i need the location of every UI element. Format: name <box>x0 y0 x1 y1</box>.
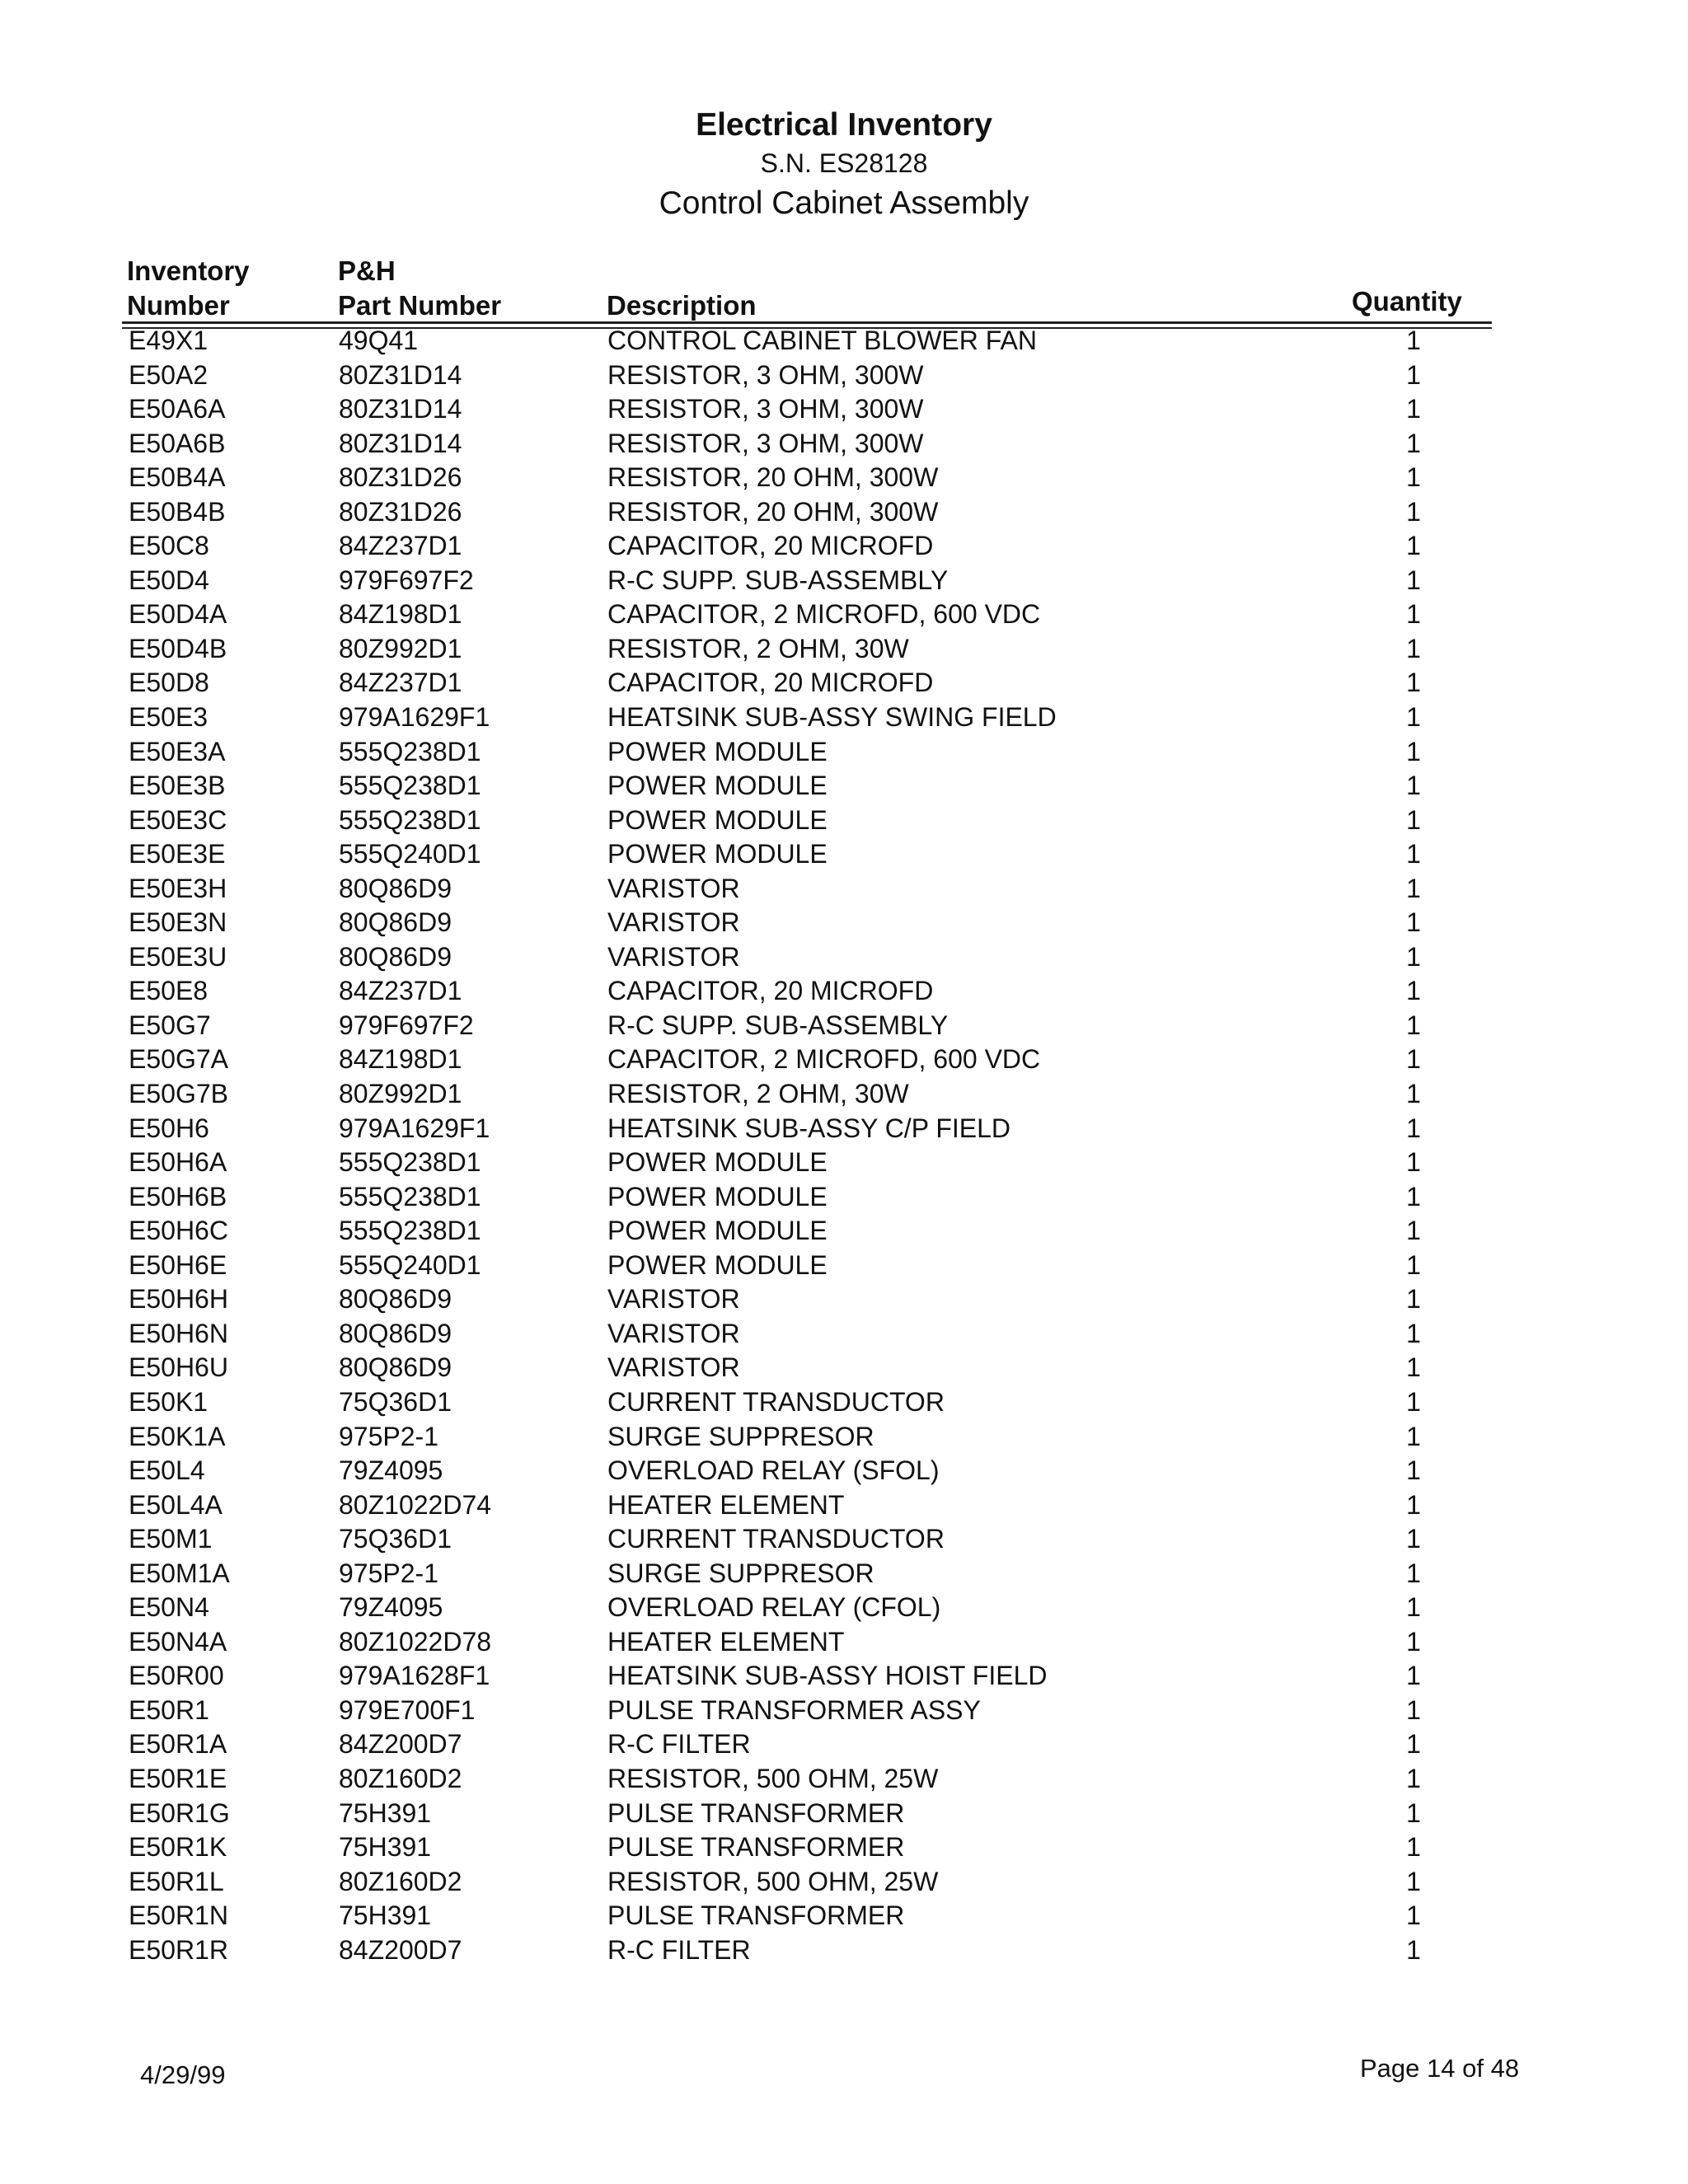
description-cell: RESISTOR, 20 OHM, 300W <box>607 496 939 527</box>
part-number-cell: 79Z4095 <box>339 1592 443 1623</box>
inventory-number-cell: E50R1 <box>129 1694 209 1725</box>
footer-date: 4/29/99 <box>140 2060 226 2089</box>
table-row <box>0 1454 1688 1488</box>
table-row <box>0 392 1688 427</box>
inventory-number-cell: E50R00 <box>129 1661 224 1691</box>
inventory-number-cell: E50D4B <box>129 633 227 663</box>
table-row <box>0 1933 1688 1968</box>
description-cell: CAPACITOR, 2 MICROFD, 600 VDC <box>607 1044 1041 1075</box>
part-number-cell: 979E700F1 <box>339 1694 476 1725</box>
quantity-cell: 1 <box>1406 1524 1421 1554</box>
part-number-cell: 979F697F2 <box>339 1010 474 1040</box>
part-number-cell: 80Z31D14 <box>339 359 462 390</box>
quantity-cell: 1 <box>1406 633 1421 663</box>
description-cell: POWER MODULE <box>607 1147 828 1178</box>
inventory-number-cell: E50N4 <box>129 1592 209 1623</box>
inventory-number-cell: E50M1A <box>129 1558 230 1588</box>
quantity-cell: 1 <box>1406 1763 1421 1793</box>
quantity-cell: 1 <box>1406 736 1421 766</box>
part-number-cell: 80Z992D1 <box>339 633 462 663</box>
part-number-cell: 75H391 <box>339 1832 432 1863</box>
table-row <box>0 1009 1688 1043</box>
description-cell: HEATER ELEMENT <box>607 1489 845 1520</box>
table-row <box>0 666 1688 701</box>
part-number-cell: 979F697F2 <box>339 565 474 595</box>
table-row <box>0 940 1688 975</box>
column-header-quantity: Quantity <box>1352 286 1462 316</box>
description-cell: PULSE TRANSFORMER ASSY <box>607 1694 981 1725</box>
description-cell: RESISTOR, 500 OHM, 25W <box>607 1763 939 1793</box>
quantity-cell: 1 <box>1406 1661 1421 1691</box>
quantity-cell: 1 <box>1406 1832 1421 1863</box>
inventory-number-cell: E50H6E <box>129 1249 227 1280</box>
description-cell: HEATSINK SUB-ASSY C/P FIELD <box>607 1113 1011 1143</box>
quantity-cell: 1 <box>1406 1010 1421 1040</box>
part-number-cell: 979A1629F1 <box>339 1113 490 1143</box>
quantity-cell: 1 <box>1406 428 1421 458</box>
quantity-cell: 1 <box>1406 1866 1421 1896</box>
column-header-part-number <box>338 254 501 323</box>
part-number-cell: 80Z31D14 <box>339 394 462 424</box>
inventory-number-cell: E50L4A <box>129 1489 223 1520</box>
quantity-cell: 1 <box>1406 599 1421 630</box>
table-row <box>0 1865 1688 1900</box>
table-row <box>0 461 1688 495</box>
column-header-description: Description <box>607 290 757 321</box>
table-row <box>0 1488 1688 1523</box>
part-number-cell: 80Z1022D74 <box>339 1489 492 1520</box>
quantity-cell: 1 <box>1406 1626 1421 1657</box>
quantity-cell: 1 <box>1406 1421 1421 1451</box>
table-row <box>0 359 1688 393</box>
quantity-cell: 1 <box>1406 941 1421 972</box>
quantity-cell: 1 <box>1406 873 1421 903</box>
description-cell: VARISTOR <box>607 941 740 972</box>
part-number-cell: 80Z31D26 <box>339 496 462 527</box>
inventory-number-cell: E50D4A <box>129 599 227 630</box>
document-title: Electrical Inventory <box>696 107 992 143</box>
description-cell: PULSE TRANSFORMER <box>607 1832 905 1863</box>
part-number-cell: 80Z1022D78 <box>339 1626 492 1657</box>
inventory-number-cell: E50R1L <box>129 1866 224 1896</box>
table-row <box>0 1077 1688 1112</box>
quantity-cell: 1 <box>1406 1113 1421 1143</box>
inventory-number-cell: E50R1R <box>129 1934 228 1965</box>
quantity-cell: 1 <box>1406 1797 1421 1828</box>
inventory-number-cell: E50A2 <box>129 359 209 390</box>
inventory-number-cell: E50H6B <box>129 1181 227 1212</box>
quantity-cell: 1 <box>1406 359 1421 390</box>
table-row <box>0 837 1688 872</box>
part-number-cell: 80Z31D26 <box>339 462 462 493</box>
part-number-cell: 84Z237D1 <box>339 976 462 1006</box>
description-cell: POWER MODULE <box>607 839 828 869</box>
part-number-cell: 979A1629F1 <box>339 702 490 733</box>
part-number-cell: 75H391 <box>339 1797 432 1828</box>
column-header-part-line2: Part Number <box>338 290 502 321</box>
part-number-cell: 979A1628F1 <box>339 1661 490 1691</box>
description-cell: R-C SUPP. SUB-ASSEMBLY <box>607 565 949 595</box>
description-cell: CAPACITOR, 20 MICROFD <box>607 668 934 698</box>
part-number-cell: 75H391 <box>339 1900 432 1931</box>
inventory-number-cell: E49X1 <box>129 326 209 355</box>
description-cell: RESISTOR, 20 OHM, 300W <box>607 462 939 493</box>
quantity-cell: 1 <box>1406 462 1421 493</box>
description-cell: R-C FILTER <box>607 1729 751 1760</box>
table-row <box>0 1762 1688 1797</box>
quantity-cell: 1 <box>1406 804 1421 835</box>
table-row <box>0 701 1688 735</box>
quantity-cell: 1 <box>1406 1318 1421 1348</box>
inventory-number-cell: E50H6N <box>129 1318 228 1348</box>
inventory-number-cell: E50E3E <box>129 839 226 869</box>
column-header-inventory-line1: Inventory <box>127 255 250 286</box>
table-row <box>0 1591 1688 1625</box>
inventory-number-cell: E50H6H <box>129 1284 228 1315</box>
inventory-number-cell: E50N4A <box>129 1626 227 1657</box>
quantity-cell: 1 <box>1406 1900 1421 1931</box>
part-number-cell: 975P2-1 <box>339 1558 438 1588</box>
inventory-number-cell: E50E3N <box>129 907 227 938</box>
part-number-cell: 80Z31D14 <box>339 428 462 458</box>
part-number-cell: 84Z237D1 <box>339 668 462 698</box>
inventory-number-cell: E50E3H <box>129 873 227 903</box>
description-cell: RESISTOR, 500 OHM, 25W <box>607 1866 939 1896</box>
quantity-cell: 1 <box>1406 1079 1421 1109</box>
quantity-cell: 1 <box>1406 565 1421 595</box>
inventory-number-cell: E50E3U <box>129 941 227 972</box>
part-number-cell: 49Q41 <box>339 326 419 355</box>
quantity-cell: 1 <box>1406 1694 1421 1725</box>
table-row <box>0 1659 1688 1694</box>
inventory-number-cell: E50L4 <box>129 1455 205 1486</box>
part-number-cell: 84Z237D1 <box>339 531 462 561</box>
inventory-number-cell: E50E3A <box>129 736 226 766</box>
table-row <box>0 1112 1688 1146</box>
part-number-cell: 555Q238D1 <box>339 1147 481 1178</box>
description-cell: RESISTOR, 3 OHM, 300W <box>607 428 924 458</box>
quantity-cell: 1 <box>1406 839 1421 869</box>
inventory-table <box>0 324 1688 1967</box>
part-number-cell: 84Z200D7 <box>339 1729 462 1760</box>
quantity-cell: 1 <box>1406 1249 1421 1280</box>
table-row <box>0 1557 1688 1591</box>
part-number-cell: 555Q238D1 <box>339 1216 481 1246</box>
inventory-number-cell: E50E3 <box>129 702 209 733</box>
part-number-cell: 80Z160D2 <box>339 1763 462 1793</box>
description-cell: OVERLOAD RELAY (CFOL) <box>607 1592 941 1623</box>
inventory-number-cell: E50D4 <box>129 565 209 595</box>
part-number-cell: 555Q238D1 <box>339 736 481 766</box>
table-row <box>0 1317 1688 1352</box>
part-number-cell: 80Z160D2 <box>339 1866 462 1896</box>
inventory-number-cell: E50D8 <box>129 668 209 698</box>
description-cell: CURRENT TRANSDUCTOR <box>607 1386 945 1417</box>
table-row <box>0 1727 1688 1762</box>
description-cell: VARISTOR <box>607 907 740 938</box>
inventory-number-cell: E50B4A <box>129 462 226 493</box>
inventory-number-cell: E50R1N <box>129 1900 228 1931</box>
table-row <box>0 427 1688 462</box>
quantity-cell: 1 <box>1406 976 1421 1006</box>
part-number-cell: 84Z198D1 <box>339 1044 462 1075</box>
table-row <box>0 632 1688 667</box>
column-header-part-line1: P&H <box>338 255 396 286</box>
part-number-cell: 555Q238D1 <box>339 1181 481 1212</box>
description-cell: HEATSINK SUB-ASSY HOIST FIELD <box>607 1661 1048 1691</box>
table-row <box>0 1146 1688 1180</box>
inventory-number-cell: E50R1K <box>129 1832 227 1863</box>
description-cell: CAPACITOR, 20 MICROFD <box>607 976 934 1006</box>
table-row <box>0 495 1688 530</box>
part-number-cell: 84Z200D7 <box>339 1934 462 1965</box>
table-row <box>0 564 1688 598</box>
table-row <box>0 974 1688 1009</box>
inventory-number-cell: E50H6U <box>129 1352 228 1383</box>
table-row <box>0 1249 1688 1283</box>
inventory-number-cell: E50R1G <box>129 1797 230 1828</box>
quantity-cell: 1 <box>1406 1352 1421 1383</box>
part-number-cell: 555Q240D1 <box>339 1249 481 1280</box>
description-cell: CONTROL CABINET BLOWER FAN <box>607 326 1037 355</box>
description-cell: POWER MODULE <box>607 771 828 801</box>
quantity-cell: 1 <box>1406 1934 1421 1965</box>
table-row <box>0 1180 1688 1215</box>
inventory-number-cell: E50A6A <box>129 394 226 424</box>
quantity-cell: 1 <box>1406 1729 1421 1760</box>
description-cell: R-C SUPP. SUB-ASSEMBLY <box>607 1010 949 1040</box>
table-row <box>0 1420 1688 1455</box>
quantity-cell: 1 <box>1406 1455 1421 1486</box>
part-number-cell: 555Q240D1 <box>339 839 481 869</box>
inventory-number-cell: E50G7 <box>129 1010 211 1040</box>
description-cell: VARISTOR <box>607 1352 740 1383</box>
description-cell: HEATSINK SUB-ASSY SWING FIELD <box>607 702 1057 733</box>
inventory-number-cell: E50H6 <box>129 1113 209 1143</box>
quantity-cell: 1 <box>1406 1489 1421 1520</box>
column-header-inventory-number <box>127 254 250 323</box>
description-cell: CAPACITOR, 20 MICROFD <box>607 531 934 561</box>
table-row <box>0 1625 1688 1660</box>
description-cell: POWER MODULE <box>607 1249 828 1280</box>
table-row <box>0 1043 1688 1077</box>
description-cell: HEATER ELEMENT <box>607 1626 845 1657</box>
part-number-cell: 80Q86D9 <box>339 873 452 903</box>
table-row <box>0 1522 1688 1557</box>
document-subtitle: Control Cabinet Assembly <box>659 185 1029 221</box>
quantity-cell: 1 <box>1406 702 1421 733</box>
table-row <box>0 735 1688 770</box>
column-header-inventory-line2: Number <box>127 290 230 321</box>
serial-number: S.N. ES28128 <box>760 148 928 178</box>
description-cell: RESISTOR, 3 OHM, 300W <box>607 359 924 390</box>
title-block <box>0 107 1688 222</box>
description-cell: CAPACITOR, 2 MICROFD, 600 VDC <box>607 599 1041 630</box>
description-cell: POWER MODULE <box>607 1216 828 1246</box>
quantity-cell: 1 <box>1406 1181 1421 1212</box>
description-cell: POWER MODULE <box>607 804 828 835</box>
table-row <box>0 804 1688 838</box>
inventory-number-cell: E50A6B <box>129 428 226 458</box>
inventory-number-cell: E50R1A <box>129 1729 227 1760</box>
table-row <box>0 1899 1688 1933</box>
description-cell: SURGE SUPPRESOR <box>607 1421 874 1451</box>
inventory-number-cell: E50C8 <box>129 531 209 561</box>
part-number-cell: 555Q238D1 <box>339 771 481 801</box>
table-row <box>0 1797 1688 1831</box>
inventory-number-cell: E50B4B <box>129 496 226 527</box>
description-cell: SURGE SUPPRESOR <box>607 1558 874 1588</box>
description-cell: VARISTOR <box>607 1318 740 1348</box>
inventory-number-cell: E50K1A <box>129 1421 226 1451</box>
table-row <box>0 1351 1688 1385</box>
quantity-cell: 1 <box>1406 531 1421 561</box>
quantity-cell: 1 <box>1406 668 1421 698</box>
description-cell: POWER MODULE <box>607 1181 828 1212</box>
description-cell: POWER MODULE <box>607 736 828 766</box>
part-number-cell: 555Q238D1 <box>339 804 481 835</box>
table-row <box>0 872 1688 907</box>
quantity-cell: 1 <box>1406 1592 1421 1623</box>
description-cell: RESISTOR, 2 OHM, 30W <box>607 1079 909 1109</box>
part-number-cell: 80Q86D9 <box>339 907 452 938</box>
quantity-cell: 1 <box>1406 496 1421 527</box>
description-cell: VARISTOR <box>607 1284 740 1315</box>
inventory-number-cell: E50H6A <box>129 1147 227 1178</box>
quantity-cell: 1 <box>1406 1386 1421 1417</box>
table-row <box>0 1385 1688 1420</box>
part-number-cell: 75Q36D1 <box>339 1524 452 1554</box>
part-number-cell: 80Q86D9 <box>339 1352 452 1383</box>
part-number-cell: 80Q86D9 <box>339 941 452 972</box>
description-cell: R-C FILTER <box>607 1934 751 1965</box>
quantity-cell: 1 <box>1406 1216 1421 1246</box>
part-number-cell: 75Q36D1 <box>339 1386 452 1417</box>
quantity-cell: 1 <box>1406 1044 1421 1075</box>
inventory-number-cell: E50M1 <box>129 1524 213 1554</box>
quantity-cell: 1 <box>1406 771 1421 801</box>
description-cell: RESISTOR, 2 OHM, 30W <box>607 633 909 663</box>
table-row <box>0 906 1688 940</box>
table-row <box>0 1214 1688 1249</box>
table-row <box>0 598 1688 632</box>
inventory-number-cell: E50G7A <box>129 1044 228 1075</box>
quantity-cell: 1 <box>1406 1284 1421 1315</box>
part-number-cell: 80Q86D9 <box>339 1284 452 1315</box>
quantity-cell: 1 <box>1406 1147 1421 1178</box>
table-row <box>0 769 1688 804</box>
inventory-number-cell: E50E3B <box>129 771 226 801</box>
part-number-cell: 79Z4095 <box>339 1455 443 1486</box>
description-cell: OVERLOAD RELAY (SFOL) <box>607 1455 940 1486</box>
inventory-number-cell: E50E3C <box>129 804 227 835</box>
part-number-cell: 80Z992D1 <box>339 1079 462 1109</box>
inventory-number-cell: E50G7B <box>129 1079 228 1109</box>
part-number-cell: 84Z198D1 <box>339 599 462 630</box>
description-cell: VARISTOR <box>607 873 740 903</box>
part-number-cell: 975P2-1 <box>339 1421 438 1451</box>
inventory-number-cell: E50H6C <box>129 1216 228 1246</box>
table-row <box>0 1694 1688 1728</box>
quantity-cell: 1 <box>1406 394 1421 424</box>
part-number-cell: 80Q86D9 <box>339 1318 452 1348</box>
table-row <box>0 529 1688 564</box>
inventory-number-cell: E50E8 <box>129 976 209 1006</box>
table-row <box>0 1830 1688 1865</box>
quantity-cell: 1 <box>1406 907 1421 938</box>
description-cell: PULSE TRANSFORMER <box>607 1797 905 1828</box>
description-cell: RESISTOR, 3 OHM, 300W <box>607 394 924 424</box>
table-row <box>0 324 1688 359</box>
inventory-number-cell: E50K1 <box>129 1386 209 1417</box>
inventory-number-cell: E50R1E <box>129 1763 227 1793</box>
table-row <box>0 1282 1688 1317</box>
description-cell: PULSE TRANSFORMER <box>607 1900 905 1931</box>
quantity-cell: 1 <box>1406 326 1421 355</box>
quantity-cell: 1 <box>1406 1558 1421 1588</box>
description-cell: CURRENT TRANSDUCTOR <box>607 1524 945 1554</box>
footer-page-number: Page 14 of 48 <box>1360 2054 1520 2083</box>
